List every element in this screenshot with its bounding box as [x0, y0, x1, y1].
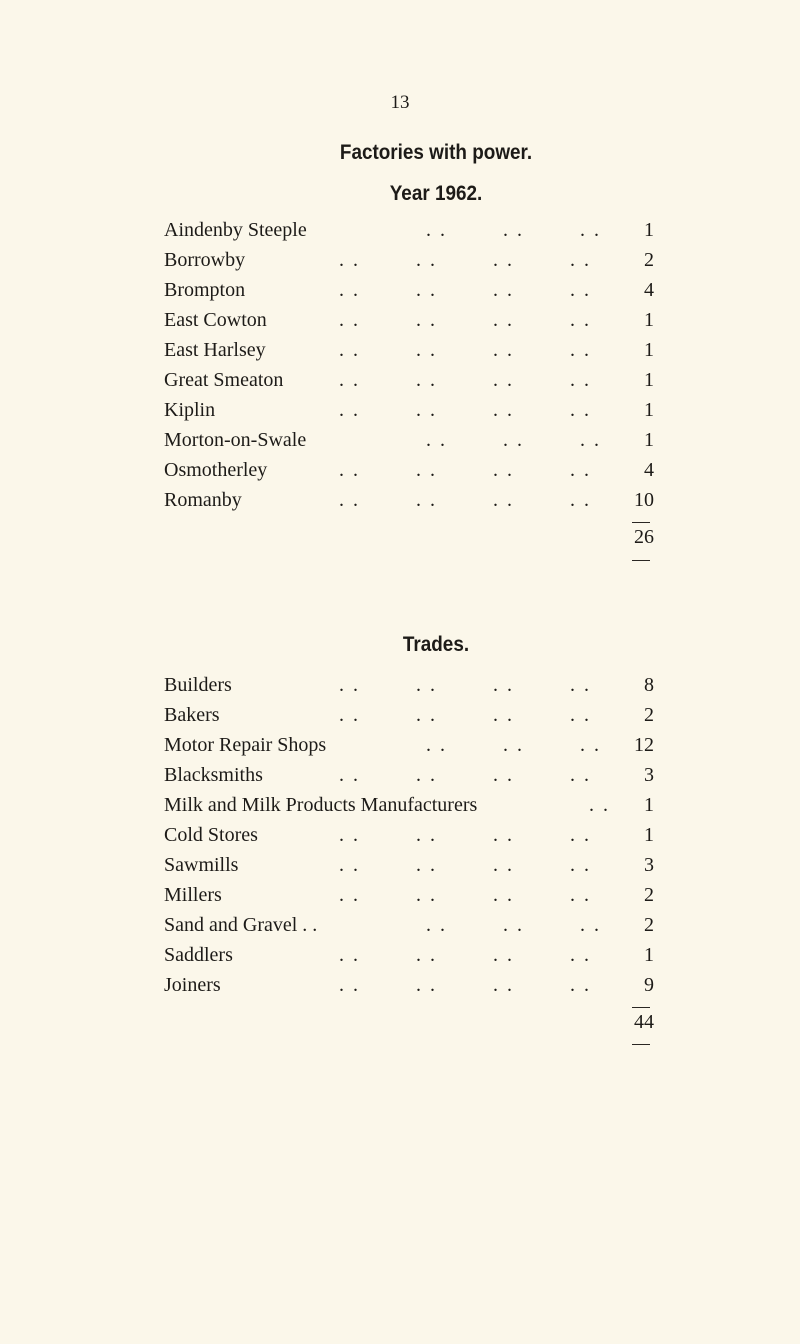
dot-leader: . . . . . . . . [339, 369, 591, 391]
trade-name: Sand and Gravel . . [164, 914, 318, 936]
dot-leader: . . . . . . . . [339, 674, 591, 696]
factory-name: Great Smeaton [164, 369, 284, 391]
dot-leader: . . . . . . . . [339, 884, 591, 906]
trade-count: 9 [644, 974, 654, 996]
factory-count: 1 [644, 309, 654, 331]
factory-name: Osmotherley [164, 459, 268, 481]
trade-count: 2 [644, 914, 654, 936]
trade-count: 12 [634, 734, 654, 756]
trade-row [164, 760, 654, 790]
factory-count: 1 [644, 339, 654, 361]
factory-name: Morton-on-Swale [164, 429, 307, 451]
dot-leader: . . . . . . [426, 429, 601, 451]
factory-row [164, 305, 654, 335]
total-rule-top [632, 522, 650, 523]
factory-row [164, 215, 654, 245]
trades-total: 44 [634, 1011, 654, 1033]
factory-row [164, 275, 654, 305]
page-number: 13 [390, 92, 410, 113]
dot-leader: . . . . . . . . [339, 974, 591, 996]
trade-name: Cold Stores [164, 824, 258, 846]
factory-count: 1 [644, 399, 654, 421]
trade-count: 1 [644, 794, 654, 816]
trade-name: Builders [164, 674, 232, 696]
factory-count: 1 [644, 219, 654, 241]
factory-count: 4 [644, 279, 654, 301]
dot-leader: . . . . . . . . [339, 309, 591, 331]
dot-leader: . . . . . . . . [339, 279, 591, 301]
factory-row [164, 395, 654, 425]
factory-count: 2 [644, 249, 654, 271]
dot-leader: . . . . . . . . [339, 489, 591, 511]
factories-year: Year 1962. [389, 182, 483, 205]
trade-count: 3 [644, 854, 654, 876]
factory-name: East Cowton [164, 309, 267, 331]
trade-name: Milk and Milk Products Manufacturers [164, 794, 478, 816]
dot-leader: . . . . . . . . [339, 854, 591, 876]
trade-count: 3 [644, 764, 654, 786]
trade-name: Bakers [164, 704, 220, 726]
factory-name: East Harlsey [164, 339, 266, 361]
total-rule-bottom [632, 560, 650, 561]
factory-name: Borrowby [164, 249, 246, 271]
trade-count: 1 [644, 824, 654, 846]
trade-row [164, 730, 654, 760]
trade-row [164, 670, 654, 700]
factory-count: 4 [644, 459, 654, 481]
dot-leader: . . . . . . . . [339, 339, 591, 361]
factory-name: Brompton [164, 279, 246, 301]
trade-row [164, 940, 654, 970]
dot-leader: . . . . . . . . [339, 944, 591, 966]
dot-leader: . . . . . . . . [339, 249, 591, 271]
trade-row [164, 880, 654, 910]
trade-row [164, 700, 654, 730]
total-rule-top [632, 1007, 650, 1008]
trade-count: 8 [644, 674, 654, 696]
trades-title: Trades. [402, 633, 470, 656]
trade-row [164, 970, 654, 1000]
factory-name: Aindenby Steeple [164, 219, 307, 241]
factory-count: 1 [644, 429, 654, 451]
dot-leader: . . . . . . . . [339, 764, 591, 786]
dot-leader: . . . . . . . . [339, 824, 591, 846]
trade-count: 2 [644, 704, 654, 726]
factory-row [164, 455, 654, 485]
factory-count: 1 [644, 369, 654, 391]
factory-name: Romanby [164, 489, 242, 511]
dot-leader: . . . . . . . . [339, 459, 591, 481]
trade-row [164, 850, 654, 880]
dot-leader: . . . . . . [426, 734, 601, 756]
factories-total: 26 [634, 526, 654, 548]
trade-name: Blacksmiths [164, 764, 263, 786]
dot-leader: . . . . . . . . [339, 399, 591, 421]
factories-title: Factories with power. [339, 141, 533, 164]
trade-name: Sawmills [164, 854, 239, 876]
trade-name: Motor Repair Shops [164, 734, 327, 756]
trade-row [164, 790, 654, 820]
trade-name: Millers [164, 884, 222, 906]
factory-row [164, 485, 654, 515]
trade-row [164, 820, 654, 850]
factory-row [164, 335, 654, 365]
trade-name: Joiners [164, 974, 221, 996]
factory-row [164, 245, 654, 275]
trade-count: 2 [644, 884, 654, 906]
dot-leader: . . . . . . . . [339, 704, 591, 726]
dot-leader: . . [589, 794, 610, 816]
dot-leader: . . . . . . [426, 914, 601, 936]
trade-count: 1 [644, 944, 654, 966]
factory-count: 10 [634, 489, 654, 511]
factory-row [164, 365, 654, 395]
trade-row [164, 910, 654, 940]
factory-name: Kiplin [164, 399, 216, 421]
trade-name: Saddlers [164, 944, 233, 966]
dot-leader: . . . . . . [426, 219, 601, 241]
total-rule-bottom [632, 1044, 650, 1045]
factory-row [164, 425, 654, 455]
